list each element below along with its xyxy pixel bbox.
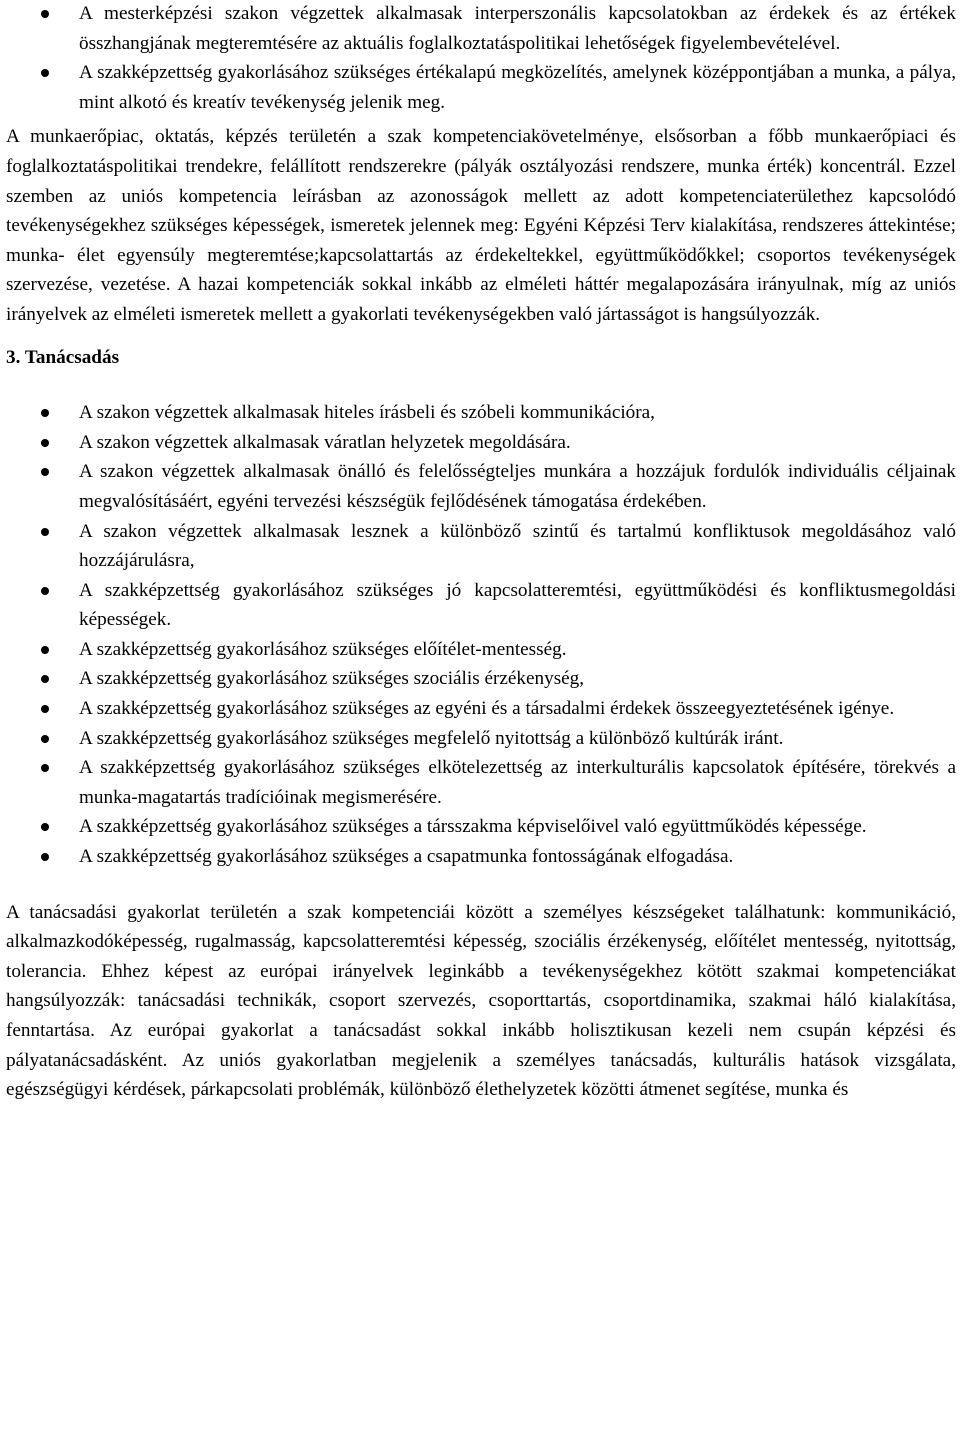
- section-heading: 3. Tanácsadás: [6, 346, 120, 368]
- bullet-icon: [41, 735, 49, 743]
- list-item-text: A szakképzettség gyakorlásához szükséges megfelelő nyitottság a különböző kultúrák iránt.: [79, 727, 784, 749]
- bullet-icon: [41, 468, 49, 476]
- list-item: [6, 694, 956, 724]
- list-item: [6, 428, 956, 458]
- list-item-text: A szakképzettség gyakorlásához szükséges a társszakma képviselőivel való együttműködés képessége.: [79, 816, 867, 838]
- list-item: [6, 398, 956, 428]
- paragraph-competency-comparison: A munkaerőpiac, oktatás, képzés területén a szak kompetenciakövetelménye, elsősorban a főbb munkaerőpiaci és foglalkoztatáspolitikai trendekre, felállított rendszerekre (pályák osztályozási rendszere, munka érték) koncentrál. Ezzel szemben az uniós kompetencia leírásban az azonosságok mellett az adott kompetenciaterülethez kapcsolódó tevékenységekhez szükséges képességek, ismeretek jelennek meg: Egyéni Képzési Terv kialakítása, rendszeres áttekintése; munka- élet egyensúly megteremtése;kapcsolattartás az érdekeltekkel, együttműködőkkel; csoportos tevékenységek szervezése, vezetése. A hazai kompetenciák sokkal inkább az elméleti háttér megalapozására irányulnak, míg az uniós irányelvek az elméleti ismeretek mellett a gyakorlati tevékenységekben való jártasságot is hangsúlyozzák.: [6, 126, 956, 325]
- list-item: [6, 724, 956, 754]
- bullet-icon: [41, 646, 49, 654]
- list-item: [6, 517, 956, 576]
- bullet-icon: [41, 705, 49, 713]
- list-item-text: A szakképzettség gyakorlásához szükséges jó kapcsolatteremtési, együttműködési és konfliktusmegoldási képességek.: [79, 579, 956, 631]
- list-item: [6, 457, 956, 516]
- list-item: [6, 753, 956, 812]
- list-item-text: A szakon végzettek alkalmasak önálló és felelősségteljes munkára a hozzájuk fordulók individuális céljainak megvalósításáért, egyéni tervezési készségük fejlődésének támogatása érdekében.: [79, 461, 956, 512]
- bullet-icon: [41, 587, 49, 595]
- list-item-text: A szakképzettség gyakorlásához szükséges az egyéni és a társadalmi érdekek összeegyeztetésének igénye.: [79, 698, 895, 720]
- list-item: [6, 635, 956, 665]
- list-item-text: A szakképzettség gyakorlásához szükséges szociális érzékenység,: [79, 668, 585, 690]
- bullet-icon: [41, 69, 49, 77]
- top-bullet-list: [6, 0, 956, 117]
- bullet-icon: [41, 409, 49, 417]
- list-item: [6, 664, 956, 694]
- bullet-icon: [41, 10, 49, 18]
- list-item: [6, 576, 956, 635]
- list-item-text: A szakon végzettek alkalmasak lesznek a különböző szintű és tartalmú konfliktusok megoldásához való hozzájárulásra,: [79, 520, 956, 572]
- list-item-text: A szakképzettség gyakorlásához szükséges előítélet-mentesség.: [79, 638, 567, 660]
- paragraph-counseling-practice: A tanácsadási gyakorlat területén a szak kompetenciái között a személyes készségeket találhatunk: kommunikáció, alkalmazkodóképesség, rugalmasság, kapcsolatteremtési képesség, szociális érzékenység, előítélet mentesség, nyitottság, tolerancia. Ehhez képest az európai irányelvek leginkább a tevékenységekhez kötött szakmai kompetenciákat hangsúlyozzák: tanácsadási technikák, csoport szervezés, csoporttartás, csoportdinamika, szakmai háló kialakítása, fenntartása. Az európai gyakorlat a tanácsadást sokkal inkább holisztikusan kezeli nem csupán képzési és pályatanácsadásként. Az uniós gyakorlatban megjelenik a személyes tanácsadás, kulturális hatások vizsgálata, egészségügyi kérdések, párkapcsolati problémák, különböző élethelyzetek közötti átmenet segítése, munka és: [6, 901, 956, 1101]
- section-bullet-list: [6, 398, 956, 872]
- list-item: [6, 58, 956, 117]
- bullet-icon: [41, 528, 49, 536]
- document-page: [6, 0, 956, 1105]
- list-item: [6, 842, 956, 872]
- list-item-text: A szakképzettség gyakorlásához szükséges elkötelezettség az interkulturális kapcsolatok építésére, törekvés a munka-magatartás tradícióinak megismerésére.: [79, 757, 956, 808]
- list-item-text: A szakképzettség gyakorlásához szükséges a csapatmunka fontosságának elfogadása.: [79, 846, 734, 868]
- bullet-icon: [41, 439, 49, 447]
- list-item-text: A szakképzettség gyakorlásához szükséges értékalapú megközelítés, amelynek középpontjában a munka, a pálya, mint alkotó és kreatív tevékenység jelenik meg.: [79, 62, 956, 113]
- bullet-icon: [41, 764, 49, 772]
- bullet-icon: [41, 823, 49, 831]
- bullet-icon: [41, 853, 49, 861]
- list-item-text: A mesterképzési szakon végzettek alkalmasak interperszonális kapcsolatokban az érdekek és az értékek összhangjának megteremtésére az aktuális foglalkoztatáspolitikai lehetőségek figyelembevételével.: [79, 3, 956, 54]
- bullet-icon: [41, 675, 49, 683]
- list-item-text: A szakon végzettek alkalmasak hiteles írásbeli és szóbeli kommunikációra,: [79, 402, 655, 424]
- list-item: [6, 812, 956, 842]
- list-item: [6, 0, 956, 58]
- list-item-text: A szakon végzettek alkalmasak váratlan helyzetek megoldására.: [79, 431, 571, 453]
